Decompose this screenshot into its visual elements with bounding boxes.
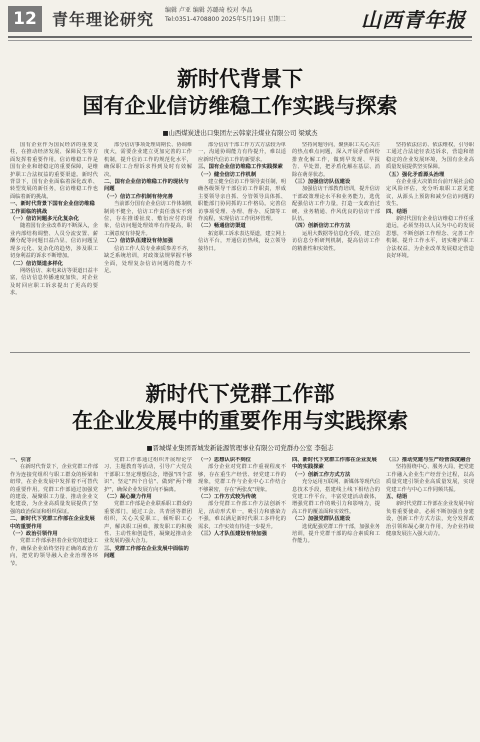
article1-column <box>386 142 474 344</box>
article2-subheading: 四、新时代下党群工作部在企业发展中的实践探索 <box>292 457 377 471</box>
article2-column <box>386 457 474 735</box>
article2-subheading: （三）人才队伍建设有待加强 <box>198 531 267 538</box>
header-meta-line2: Tel:0351-4708800 2025年5月19日 星期二 <box>165 16 286 23</box>
article2-subheading: （三）推动党建与生产经营深度融合 <box>386 457 471 463</box>
article2-column <box>10 457 98 735</box>
article1-subheading: 一、新时代背景下国有企业信访维稳工作面临的挑战 <box>10 201 95 215</box>
article2-paragraph: 坚持围绕中心、服务大局，把党建工作融入企业生产经营全过程，以高质量党建引领企业高质量发展，实现党建工作与中心工作同频共振。 <box>386 464 474 493</box>
article2-paragraph: 党群工作部是企业联系职工群众的重要部门，通过工会、共青团等群团组织，关心关爱职工，倾听职工心声，解决职工困难，激发职工的积极性、主动性和创造性，凝聚起推动企业发展的强大合力。 <box>104 501 192 545</box>
newspaper-logo: 山西青年报 <box>361 8 466 32</box>
article1-paragraph: 坚持依法信访、依法维权，引导职工通过合法途径表达诉求，营造和谐稳定的企业发展环境，为国有企业高质量发展提供坚实保障。 <box>386 142 474 171</box>
article1-subheading: （一）信访工作机制有待完善 <box>104 193 173 200</box>
article1-byline: ■山西煤炭进出口集团左云韩家洼煤业有限公司 梁斌杰 <box>162 129 318 137</box>
article1-paragraph: 网络信访、来电来访等渠道日益丰富，信访信息传播速度加快，对企业及时回应职工诉求提出了更高的要求。 <box>10 267 98 297</box>
article2-paragraph: 部分企业对党群工作重视程度不够，存在重生产经营、轻党建工作的现象，党群工作与企业中心工作结合不够紧密，存在"两张皮"现象。 <box>198 464 286 493</box>
article1-paragraph: 运用大数据等信息化手段，建立信访信息分析研判机制，提高信访工作的精准性和实效性。 <box>292 230 380 252</box>
article2-subheading: （一）思想认识不到位 <box>198 457 251 463</box>
article1-paragraph: 当前部分国有企业信访工作体制机制尚不健全，信访工作责任落实不到位，存在推诿扯皮、敷衍应付的现象，信访问题处理效率有待提高，职工满意度有待提升。 <box>104 201 192 237</box>
page-header <box>0 0 480 44</box>
article2-paragraph: 党群工作部承担着企业党的建设工作，确保企业始终坚持正确的政治方向，把党的领导融入企业治理各环节。 <box>10 538 98 567</box>
article2-paragraph: 新时代党群工作部在企业发展中肩负着重要使命，必须不断加强自身建设，创新工作方式方法，充分发挥政治引领和凝心聚力作用，为企业持续健康发展注入强大动力。 <box>386 501 474 538</box>
article2-column <box>292 457 380 735</box>
article1-subheading: 二、国有企业信访维稳工作的现状与问题 <box>104 179 189 193</box>
header-rule <box>8 36 472 38</box>
article2-subheading: 三、党群工作部在企业发展中面临的问题 <box>104 545 189 560</box>
article1-column <box>198 142 286 344</box>
article1-paragraph: 部分信访干部工作方式方法较为单一，沟通协调能力有待提升，难以适应新时代信访工作的新要求。 <box>198 142 286 163</box>
article2-column <box>104 457 192 735</box>
article2-subheading: 一、引言 <box>10 457 32 463</box>
article2-subheading: 二、新时代下党群工作部在企业发展中的重要作用 <box>10 516 95 530</box>
article2-paragraph: 选优配强党群工作干部，加强业务培训，提升党群干部的综合素质和工作能力。 <box>292 523 380 545</box>
article2-title-line1: 新时代下党群工作部 <box>145 382 335 406</box>
article2-paragraph: 部分党群工作部工作方法创新不足，活动形式单一，吸引力和感染力不强，难以满足新时代职工多样化的需求，工作实效有待进一步提升。 <box>198 501 286 530</box>
header-meta <box>165 6 286 24</box>
article1-subheading: 四、结语 <box>386 208 408 215</box>
article2-paragraph: 在新时代背景下，企业党群工作部作为连接党组织与职工群众的桥梁和纽带，在企业发展中发挥着不可替代的重要作用。党群工作部通过加强党的建设、凝聚职工力量、推动企业文化建设，为企业高质量发展提供了坚强的政治保证和组织保证。 <box>10 464 98 515</box>
header-meta-line1: 编辑 卢亚 编辑 苏璐琦 校对 李品 <box>165 7 253 14</box>
article2-paragraph: 党群工作部通过组织开展理论学习、主题教育等活动，引导广大党员干部职工坚定理想信念，增强"四个意识"、坚定"四个自信"、做到"两个维护"，确保企业发展方向不偏离。 <box>104 457 192 493</box>
article1-subheading: 三、国有企业信访维稳工作实践探索 <box>198 164 283 171</box>
article1-paragraph: 建立健全信访工作领导责任制，明确各级领导干部信访工作职责，形成主要领导亲自抓、分管领导具体抓、职能部门协同抓的工作格局。完善信访事项受理、办理、督办、反馈等工作流程，实现信访工作闭环管理。 <box>198 179 286 223</box>
article2-subheading: （二）工作方式较为传统 <box>198 494 257 501</box>
article1-subheading: （二）信访渠道多样化 <box>10 260 63 267</box>
article1-paragraph: 在企业重大决策出台前开展社会稳定风险评估，充分听取职工意见建议，从源头上预防和减少信访问题的发生。 <box>386 179 474 208</box>
article1-paragraph: 加强信访干部教育培训，提升信访干部政策理论水平和业务能力，选优配强信访工作力量，打造一支政治过硬、业务精通、作风优良的信访干部队伍。 <box>292 186 380 223</box>
article1-title-line1: 新时代背景下 <box>177 67 303 91</box>
article2-subheading: （二）加强党群队伍建设 <box>292 516 351 523</box>
article1-paragraph: 部分信访事项处理周期长、协调难度大，需要企业建立更加完善的工作机制，提升信访工作的规范化水平，确保职工合理诉求得到及时有效解决。 <box>104 142 192 178</box>
article1-subheading: （五）强化矛盾源头治理 <box>386 171 445 178</box>
article1-column <box>104 142 192 344</box>
article1-column <box>292 142 380 344</box>
article2-body <box>10 457 474 735</box>
article1-subheading: （一）信访问题多元化复杂化 <box>10 216 79 223</box>
article1-body <box>10 142 474 344</box>
article1-subheading: （一）健全信访工作机制 <box>198 171 257 178</box>
article1-subheading: （二）信访队伍建设有待加强 <box>104 238 173 245</box>
article1-column <box>10 142 98 344</box>
article1-paragraph: 国有企业作为国民经济的重要支柱，在推动经济发展、保障民生等方面发挥着重要作用。信访维稳工作是国有企业和谐稳定的重要保障，是维护职工合法权益的重要渠道。新时代背景下，国有企业面临着深化改革、转型发展的新任务，信访维稳工作也面临着新的挑战。 <box>10 142 98 200</box>
article2-title-line2: 在企业发展中的重要作用与实践探索 <box>72 409 408 433</box>
article2-byline: ■晋城煤业集团晋城发新能源管理事业有限公司党群办公室 李强志 <box>146 444 334 452</box>
article1-paragraph: 信访工作人员专业素质参差不齐，缺乏系统培训，对政策法规掌握不够全面，处理复杂信访问题的能力不足。 <box>104 245 192 274</box>
article2-subheading: （一）政治引领作用 <box>10 531 58 538</box>
article1-paragraph: 坚持问题导向，聚焦职工关心关注的热点难点问题，深入开展矛盾纠纷排查化解工作，做到早发现、早报告、早处置，把矛盾化解在基层、消除在萌芽状态。 <box>292 142 380 178</box>
section-title: 青年理论研究 <box>52 10 155 29</box>
article1-subheading: （三）加强信访队伍建设 <box>292 179 351 186</box>
article1-title-line2: 国有企业信访维稳工作实践与探索 <box>82 94 398 118</box>
article-divider <box>10 352 470 353</box>
header-rule-thin <box>8 40 472 41</box>
article2-subheading: （二）凝心聚力作用 <box>104 494 152 501</box>
article2-column <box>198 457 286 735</box>
article1-paragraph: 拓宽职工诉求表达渠道，建立网上信访平台，开通信访热线，设立领导接待日。 <box>198 230 286 252</box>
article1-subheading: （四）创新信访工作方法 <box>292 223 351 230</box>
page-number: 12 <box>8 6 42 32</box>
article2-subheading: 五、结语 <box>386 494 408 501</box>
article2-subheading: （一）创新工作方式方法 <box>292 471 351 478</box>
article1-subheading: （二）畅通信访渠道 <box>198 223 246 230</box>
article1-paragraph: 随着国有企业改革的不断深入，企业内部结构调整、人员分流安置、薪酬分配等问题日益凸显，信访问题呈现多元化、复杂化的趋势，涉及职工切身利益的诉求不断增加。 <box>10 223 98 260</box>
article1-paragraph: 新时代国有企业信访维稳工作任重道远，必须坚持以人民为中心的发展思想，不断创新工作理念、完善工作机制、提升工作水平，切实维护职工合法权益，为企业改革发展稳定营造良好环境。 <box>386 216 474 260</box>
article2-paragraph: 充分运用互联网、新媒体等现代信息技术手段，搭建线上线下相结合的党建工作平台，丰富党建活动载体，增强党群工作的吸引力和影响力，提高工作的覆盖面和实效性。 <box>292 479 380 515</box>
